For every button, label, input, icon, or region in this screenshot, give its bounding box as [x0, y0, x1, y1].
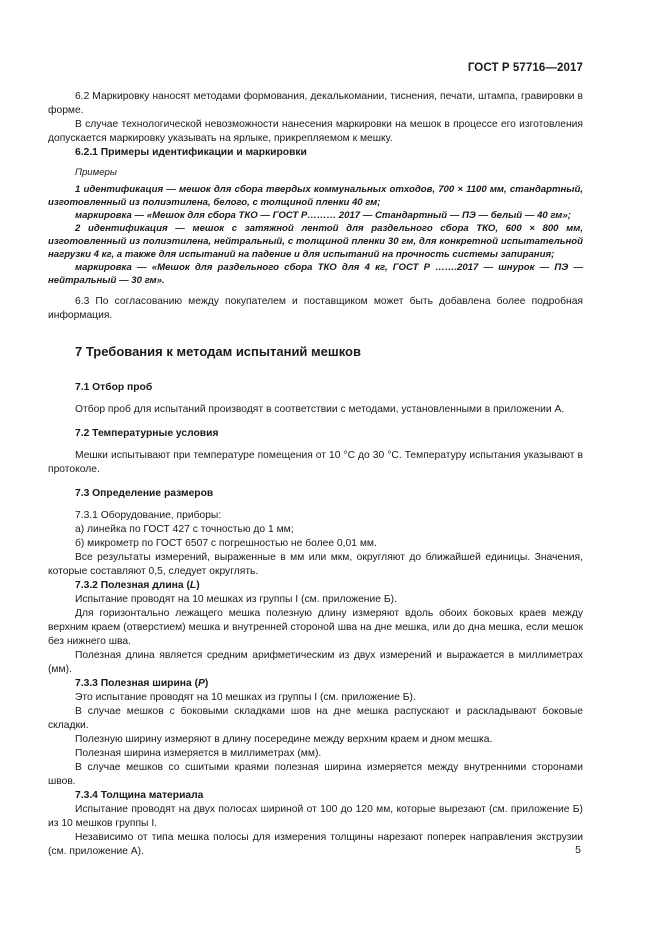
heading-7-1: 7.1 Отбор проб	[75, 382, 153, 393]
paragraph-7-3-2-a: Испытание проводят на 10 мешках из группы I (см. приложение Б).	[75, 594, 397, 605]
list-item-ruler: а) линейка по ГОСТ 427 с точностью до 1 мм;	[75, 524, 294, 535]
paragraph-rounding: Все результаты измерений, выраженные в мм или мкм, округляют до ближайшей единицы. Значения, которые составляют 0,5, следует округлять.	[48, 552, 583, 577]
paragraph-7-1: Отбор проб для испытаний производят в соответствии с методами, установленными в приложении А.	[75, 404, 565, 415]
paragraph-7-3-2-c: Полезная длина является средним арифметическим из двух измерений и выражается в миллиметрах (мм).	[48, 650, 583, 675]
paragraph-7-3-3-c: Полезную ширину измеряют в длину посередине между верхним краем и дном мешка.	[75, 734, 493, 745]
standard-number: ГОСТ Р 57716—2017	[467, 62, 583, 74]
page-content	[48, 90, 583, 859]
examples-title: Примеры	[75, 167, 117, 178]
heading-7-3-3: 7.3.3 Полезная ширина (P)	[75, 678, 209, 689]
example-2-identification: 2 идентификация — мешок с затяжной лентой для раздельного сбора ТКО, 600 × 800 мм, изготовленный из полиэтилена, нейтральный, с толщиной пленки 30 гм, для конкретной испытательной нагрузки 4 кг, а также для испытаний на падение и для испытаний на прочность системы запирания;	[48, 223, 583, 260]
example-1-identification: 1 идентификация — мешок для сбора твердых коммунальных отходов, 700 × 1100 мм, стандартный, изготовленный из полиэтилена, белого, с толщиной пленки 40 гм;	[48, 184, 583, 208]
paragraph-6-2: 6.2 Маркировку наносят методами формования, декалькомании, тиснения, печати, штампа, гравировки в форме.	[48, 91, 583, 116]
page-number: 5	[575, 844, 581, 856]
example-1-marking: маркировка — «Мешок для сбора ТКО — ГОСТ Р……… 2017 — Стандартный — ПЭ — белый — 40 гм»;	[75, 210, 571, 221]
paragraph-6-3: 6.3 По согласованию между покупателем и поставщиком может быть добавлена более подробная информация.	[48, 296, 583, 321]
examples-block	[48, 166, 583, 287]
heading-7-3: 7.3 Определение размеров	[75, 488, 214, 499]
heading-7-2: 7.2 Температурные условия	[75, 428, 219, 439]
paragraph-7-3-3-e: В случае мешков со сшитыми краями полезная ширина измеряется между внутренними сторонами швов.	[48, 762, 583, 787]
heading-7-3-4: 7.3.4 Толщина материала	[75, 790, 204, 801]
paragraph-6-2-note: В случае технологической невозможности нанесения маркировки на мешок в процессе его изготовления допускается маркировку указывать на ярлыке, прикрепляемом к мешку.	[48, 119, 583, 144]
list-item-micrometer: б) микрометр по ГОСТ 6507 с погрешностью не более 0,01 мм.	[75, 538, 377, 549]
paragraph-7-3-3-d: Полезная ширина измеряется в миллиметрах (мм).	[75, 748, 322, 759]
paragraph-7-3-3-b: В случае мешков с боковыми складками шов на дне мешка распускают и раскладывают боковые складки.	[48, 706, 583, 731]
paragraph-7-3-2-b: Для горизонтально лежащего мешка полезную длину измеряют вдоль обоих боковых краев между верхним краем (отверстием) мешка и внутренней стороной шва на дне мешка, или до дна мешка, если мешок без нижнего шва.	[48, 608, 583, 647]
paragraph-7-3-1: 7.3.1 Оборудование, приборы:	[75, 510, 222, 521]
paragraph-7-3-3-a: Это испытание проводят на 10 мешках из группы I (см. приложение Б).	[75, 692, 416, 703]
paragraph-7-2: Мешки испытывают при температуре помещения от 10 °С до 30 °С. Температуру испытания указывают в протоколе.	[48, 450, 583, 475]
paragraph-7-3-4-a: Испытание проводят на двух полосах шириной от 100 до 120 мм, которые вырезают (см. приложение Б) из 10 мешков группы I.	[48, 804, 583, 829]
example-2-marking: маркировка — «Мешок для раздельного сбора ТКО для 4 кг, ГОСТ Р …….2017 — шнурок — ПЭ — нейтральный — 30 гм».	[48, 262, 583, 286]
paragraph-7-3-4-b: Независимо от типа мешка полосы для измерения толщины нарезают поперек направления экструзии (см. приложение А).	[48, 832, 583, 857]
section-7-title: 7 Требования к методам испытаний мешков	[75, 344, 361, 359]
heading-6-2-1: 6.2.1 Примеры идентификации и маркировки	[75, 147, 307, 158]
heading-7-3-2: 7.3.2 Полезная длина (L)	[75, 580, 200, 591]
